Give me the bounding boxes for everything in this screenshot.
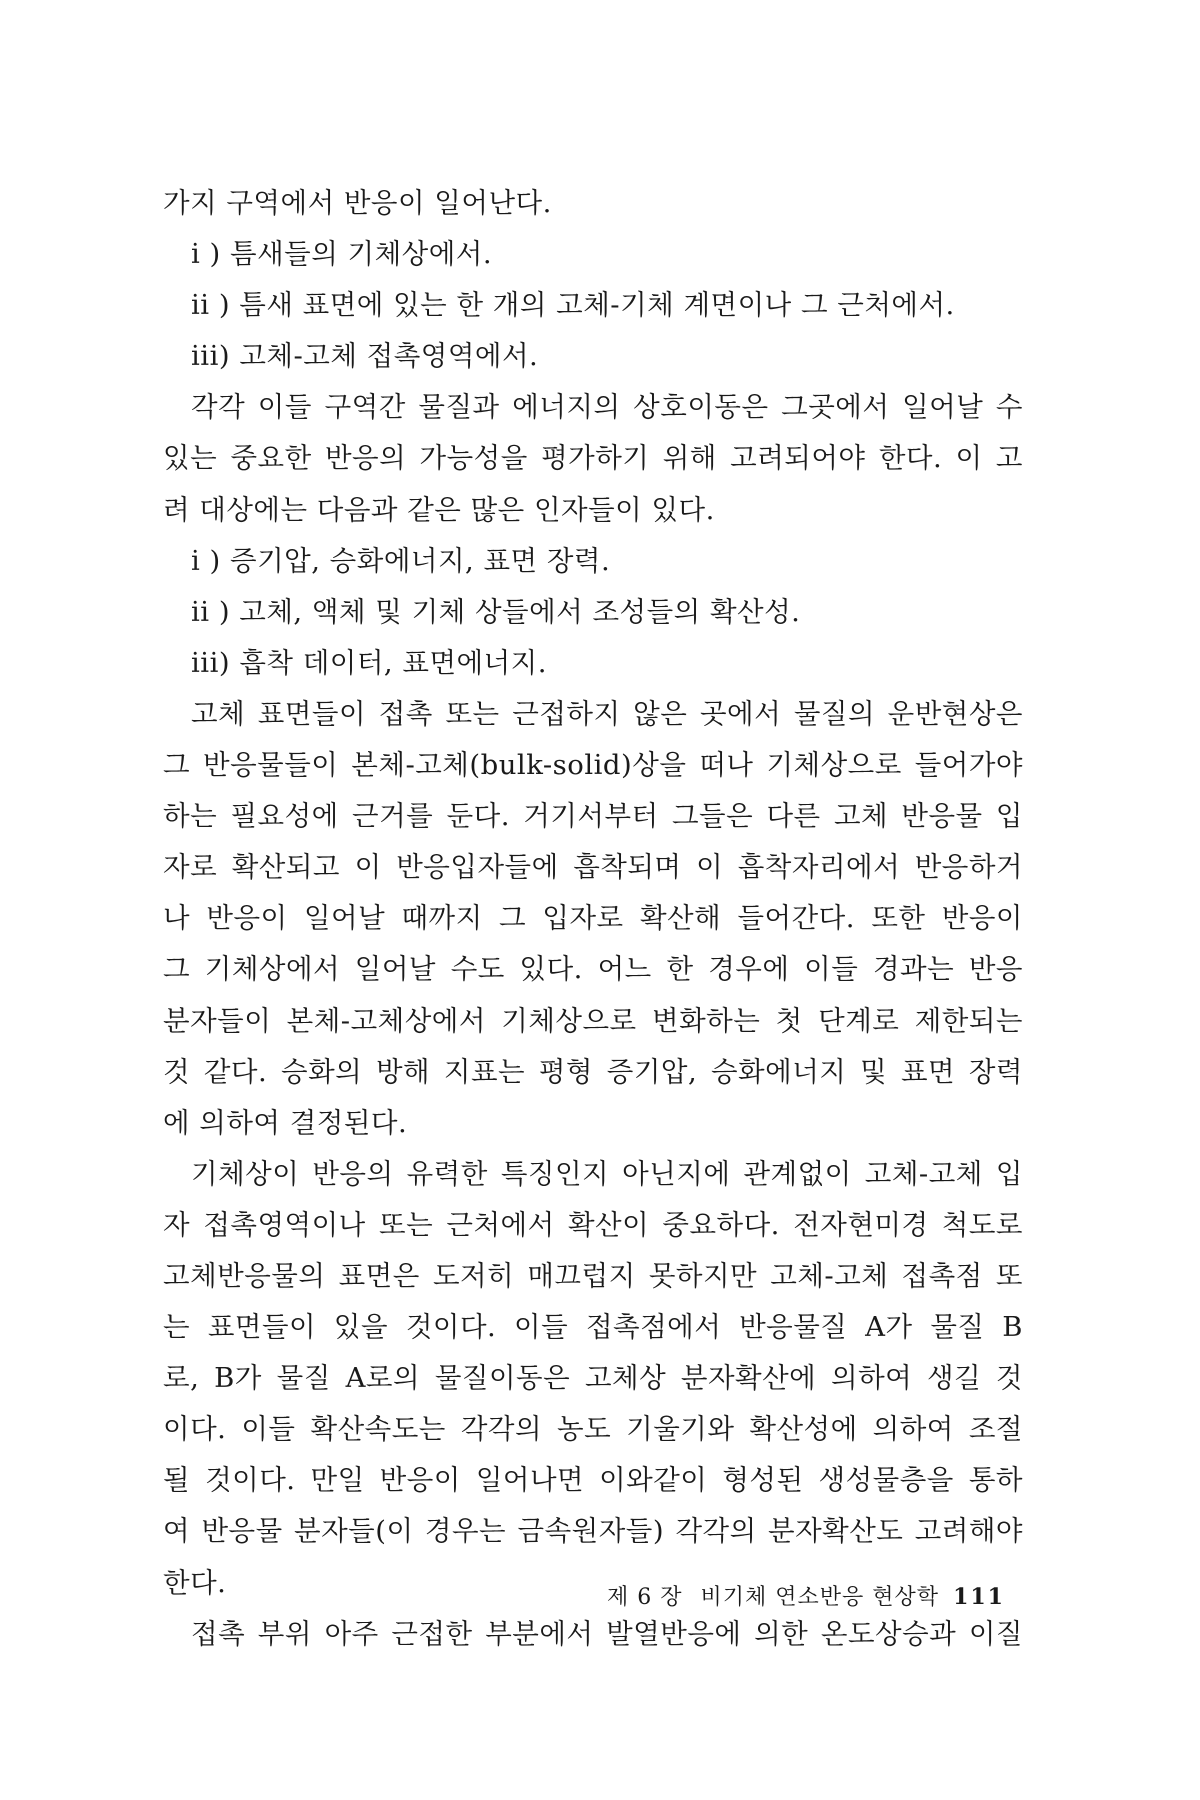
text-line: 접촉 부위 아주 근접한 부분에서 발열반응에 의한 온도상승과 이질 bbox=[191, 1617, 1023, 1650]
text-line: 있는 중요한 반응의 가능성을 평가하기 위해 고려되어야 한다. 이 고 bbox=[163, 442, 1023, 475]
list-item: ii ) 틈새 표면에 있는 한 개의 고체-기체 계면이나 그 근처에서. bbox=[191, 289, 955, 322]
body-text bbox=[163, 178, 1023, 1660]
text-line: 나 반응이 일어날 때까지 그 입자로 확산해 들어간다. 또한 반응이 bbox=[163, 902, 1023, 935]
text-line: 것 같다. 승화의 방해 지표는 평형 증기압, 승화에너지 및 표면 장력 bbox=[163, 1055, 1023, 1088]
text-line: 기체상이 반응의 유력한 특징인지 아닌지에 관계없이 고체-고체 입 bbox=[191, 1157, 1023, 1190]
text-line: 고체반응물의 표면은 도저히 매끄럽지 못하지만 고체-고체 접촉점 또 bbox=[163, 1259, 1023, 1292]
text-line: 될 것이다. 만일 반응이 일어나면 이와같이 형성된 생성물층을 통하 bbox=[163, 1464, 1023, 1497]
text-line: 이다. 이들 확산속도는 각각의 농도 기울기와 확산성에 의하여 조절 bbox=[163, 1413, 1023, 1446]
chapter-label: 제 6 장 bbox=[607, 1585, 683, 1610]
text-line: 그 반응물들이 본체-고체(bulk-solid)상을 떠나 기체상으로 들어가야 bbox=[163, 749, 1023, 782]
list-item: iii) 흡착 데이터, 표면에너지. bbox=[191, 646, 547, 679]
list-item: ii ) 고체, 액체 및 기체 상들에서 조성들의 확산성. bbox=[191, 595, 801, 628]
text-line: 에 의하여 결정된다. bbox=[163, 1106, 408, 1139]
text-line: 가지 구역에서 반응이 일어난다. bbox=[163, 187, 552, 219]
list-item: i ) 틈새들의 기체상에서. bbox=[191, 238, 493, 271]
text-line: 자로 확산되고 이 반응입자들에 흡착되며 이 흡착자리에서 반응하거 bbox=[163, 851, 1023, 884]
text-line: 자 접촉영역이나 또는 근처에서 확산이 중요하다. 전자현미경 척도로 bbox=[163, 1208, 1023, 1241]
running-footer bbox=[600, 1580, 1005, 1611]
text-line: 는 표면들이 있을 것이다. 이들 접촉점에서 반응물질 A가 물질 B bbox=[163, 1311, 1023, 1344]
chapter-title: 비기체 연소반응 현상학 bbox=[700, 1585, 940, 1610]
text-line: 여 반응물 분자들(이 경우는 금속원자들) 각각의 분자확산도 고려해야 bbox=[163, 1515, 1023, 1548]
text-line: 한다. bbox=[163, 1566, 227, 1599]
text-line: 려 대상에는 다음과 같은 많은 인자들이 있다. bbox=[163, 493, 715, 526]
text-line: 분자들이 본체-고체상에서 기체상으로 변화하는 첫 단계로 제한되는 bbox=[163, 1004, 1023, 1037]
page-number: 111 bbox=[953, 1584, 1005, 1610]
text-line: 하는 필요성에 근거를 둔다. 거기서부터 그들은 다른 고체 반응물 입 bbox=[163, 800, 1023, 833]
list-item: iii) 고체-고체 접촉영역에서. bbox=[191, 340, 539, 373]
text-line: 로, B가 물질 A로의 물질이동은 고체상 분자확산에 의하여 생길 것 bbox=[163, 1362, 1023, 1395]
text-line: 고체 표면들이 접촉 또는 근접하지 않은 곳에서 물질의 운반현상은 bbox=[191, 697, 1023, 730]
text-line: 각각 이들 구역간 물질과 에너지의 상호이동은 그곳에서 일어날 수 bbox=[191, 391, 1023, 424]
text-line: 그 기체상에서 일어날 수도 있다. 어느 한 경우에 이들 경과는 반응 bbox=[163, 953, 1024, 986]
list-item: i ) 증기압, 승화에너지, 표면 장력. bbox=[191, 544, 611, 577]
